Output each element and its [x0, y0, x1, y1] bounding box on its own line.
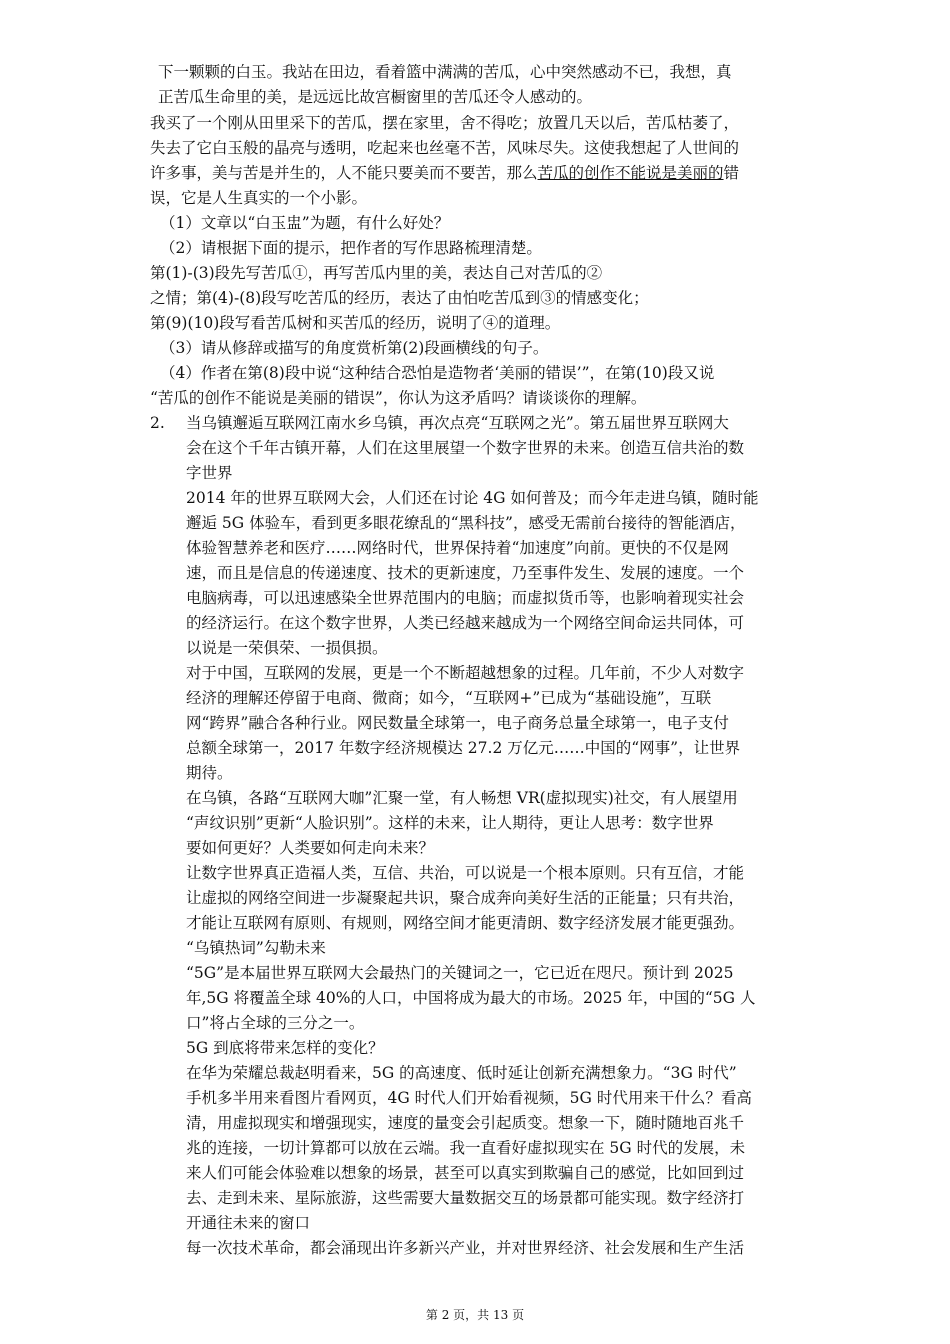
text-segment: 许多事，美与苦是并生的，人不能只要美而不要苦，那么: [150, 164, 538, 182]
question-3: （3）请从修辞或描写的角度赏析第(2)段画横线的句子。: [160, 339, 549, 357]
article-paragraph-7: 每一次技术革命，都会涌现出许多新兴产业，并对世界经济、社会发展和生产生活: [186, 1239, 745, 1257]
text-line: 在华为荣耀总裁赵明看来，5G 的高速度、低时延让创新充满想象力。“3G 时代”: [186, 1064, 737, 1082]
text-line: 速，而且是信息的传递速度、技术的更新速度，乃至事件发生、发展的速度。一个: [186, 564, 745, 582]
text-line: 清，用虚拟现实和增强现实，速度的量变会引起质变。想象一下，随时随地百兆千: [186, 1114, 745, 1132]
text-segment: 错: [723, 164, 740, 182]
text-line: “5G”是本届世界互联网大会最热门的关键词之一，它已近在咫尺。预计到 2025: [186, 964, 734, 982]
text-line: 经济的理解还停留于电商、微商；如今，“互联网+”已成为“基础设施”，互联: [186, 689, 712, 707]
article-intro: [186, 411, 744, 486]
article-paragraph-3: [186, 786, 738, 861]
text-line: 字世界: [186, 464, 233, 482]
text-line: 期待。: [186, 764, 233, 782]
item-number: 2.: [150, 414, 165, 432]
text-line: 网“跨界”融合各种行业。网民数量全球第一，电子商务总量全球第一，电子支付: [186, 714, 729, 732]
text-line: 年,5G 将覆盖全球 40%的人口，中国将成为最大的市场。2025 年，中国的“5G 人: [186, 989, 756, 1007]
article-subheading: “乌镇热词”勾勒未来: [186, 939, 326, 957]
underlined-sentence: 苦瓜的创作不能说是美丽的: [537, 164, 724, 182]
text-line: 误，它是人生真实的一个小影。: [150, 189, 368, 207]
text-line: 总额全球第一，2017 年数字经济规模达 27.2 万亿元……中国的“网事”，让世界: [186, 739, 741, 757]
text-line: 去、走到未来、星际旅游，这些需要大量数据交互的场景都可能实现。数字经济打: [186, 1189, 745, 1207]
text-line: [150, 161, 739, 186]
text-line: 2014 年的世界互联网大会，人们还在讨论 4G 如何普及；而今年走进乌镇，随时能: [186, 489, 759, 507]
article-paragraph-4: [186, 861, 744, 936]
text-line: 在乌镇，各路“互联网大咖”汇聚一堂，有人畅想 VR(虚拟现实)社交，有人展望用: [186, 789, 738, 807]
text-line: 下一颗颗的白玉。我站在田边，看着篮中满满的苦瓜，心中突然感动不已，我想，真: [158, 63, 732, 81]
question-4: [150, 361, 715, 411]
question-2-hint-2: 之情；第(4)-(8)段写吃苦瓜的经历，表达了由怕吃苦瓜到③的情感变化；: [150, 289, 649, 307]
article-paragraph-2: [186, 661, 744, 786]
text-line: 兆的连接，一切计算都可以放在云端。我一直看好虚拟现实在 5G 时代的发展，未: [186, 1139, 746, 1157]
text-line: 让数字世界真正造福人类，互信、共治，可以说是一个根本原则。只有互信，才能: [186, 864, 745, 882]
article-paragraph-5: [186, 961, 755, 1036]
question-1: （1）文章以“白玉盅”为题，有什么好处？: [160, 214, 450, 232]
text-line: 邂逅 5G 体验车，看到更多眼花缭乱的“黑科技”，感受无需前台接待的智能酒店，: [186, 514, 746, 532]
article-paragraph-1: [186, 486, 758, 661]
article-question-line: 5G 到底将带来怎样的变化？: [186, 1039, 384, 1057]
text-line: 要如何更好？人类要如何走向未来？: [186, 839, 435, 857]
text-line: 失去了它白玉般的晶亮与透明，吃起来也丝毫不苦，风味尽失。这使我想起了人世间的: [150, 139, 740, 157]
question-2-hint-1: 第(1)-(3)段先写苦瓜①，再写苦瓜内里的美，表达自己对苦瓜的②: [150, 264, 603, 282]
text-line: “苦瓜的创作不能说是美丽的错误”，你认为这矛盾吗？请谈谈你的理解。: [150, 389, 647, 407]
text-line: 开通往未来的窗口: [186, 1214, 311, 1232]
text-line: 来人们可能会体验难以想象的场景，甚至可以真实到欺骗自己的感觉，比如回到过: [186, 1164, 745, 1182]
text-line: 才能让互联网有原则、有规则，网络空间才能更清朗、数字经济发展才能更强劲。: [186, 914, 745, 932]
text-line: 体验智慧养老和医疗……网络时代，世界保持着“加速度”向前。更快的不仅是网: [186, 539, 729, 557]
story-continuation: [158, 60, 732, 110]
text-line: “声纹识别”更新“人脸识别”。这样的未来，让人期待，更让人思考：数字世界: [186, 814, 714, 832]
text-line: 会在这个千年古镇开幕，人们在这里展望一个数字世界的未来。创造互信共治的数: [186, 439, 745, 457]
question-2: （2）请根据下面的提示，把作者的写作思路梳理清楚。: [160, 239, 542, 257]
text-line: （4）作者在第(8)段中说“这种结合恐怕是造物者‘美丽的错误’”，在第(10)段又说: [160, 364, 715, 382]
page-number-footer: 第 2 页，共 13 页: [425, 1308, 525, 1322]
story-last-paragraph: [150, 111, 739, 211]
text-line: 手机多半用来看图片看网页，4G 时代人们开始看视频，5G 时代用来干什么？看高: [186, 1089, 752, 1107]
text-line: 以说是一荣俱荣、一损俱损。: [186, 639, 388, 657]
text-line: 电脑病毒，可以迅速感染全世界范围内的电脑；而虚拟货币等，也影响着现实社会: [186, 589, 745, 607]
article-paragraph-6: [186, 1061, 752, 1236]
text-line: 我买了一个刚从田里采下的苦瓜，摆在家里，舍不得吃；放置几天以后，苦瓜枯萎了，: [150, 114, 740, 132]
text-line: 当乌镇邂逅互联网江南水乡乌镇，再次点亮“互联网之光”。第五届世界互联网大: [186, 414, 729, 432]
text-line: 让虚拟的网络空间进一步凝聚起共识，聚合成奔向美好生活的正能量；只有共治，: [186, 889, 745, 907]
text-line: 口”将占全球的三分之一。: [186, 1014, 365, 1032]
text-line: 的经济运行。在这个数字世界，人类已经越来越成为一个网络空间命运共同体，可: [186, 614, 745, 632]
question-2-hint-3: 第(9)(10)段写看苦瓜树和买苦瓜的经历，说明了④的道理。: [150, 314, 561, 332]
text-line: 对于中国，互联网的发展，更是一个不断超越想象的过程。几年前，不少人对数字: [186, 664, 745, 682]
text-line: 正苦瓜生命里的美，是远远比故宫橱窗里的苦瓜还令人感动的。: [158, 88, 593, 106]
